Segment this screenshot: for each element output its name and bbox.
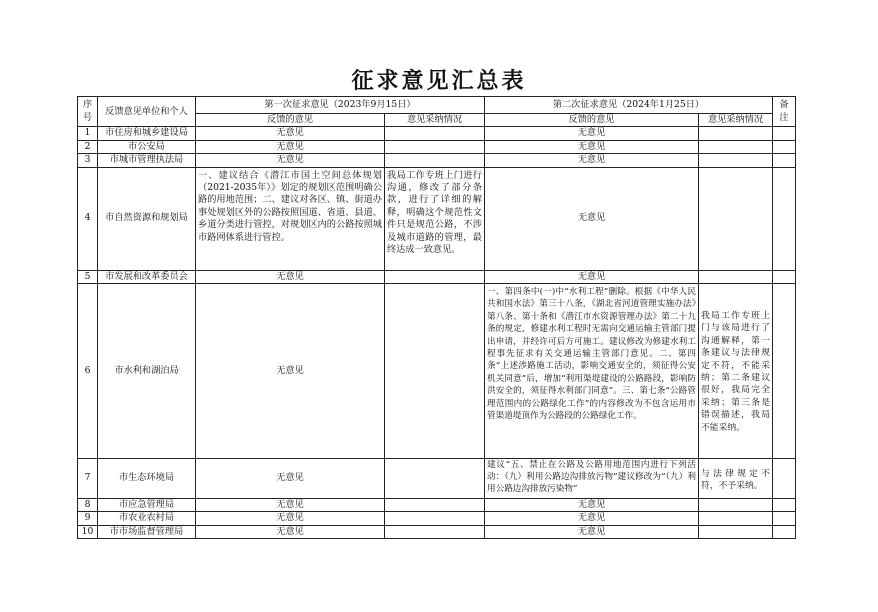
row-number: 3 bbox=[78, 154, 98, 167]
row-number: 4 bbox=[78, 167, 98, 270]
round1-adoption bbox=[385, 154, 485, 167]
unit-name: 市发展和改革委员会 bbox=[98, 270, 196, 283]
notes-header: 备注 bbox=[773, 97, 796, 127]
table-row bbox=[78, 284, 796, 459]
notes-cell bbox=[773, 167, 796, 270]
round2-adoption bbox=[699, 154, 773, 167]
round2-header: 第二次征求意见（2024年1月25日） bbox=[485, 97, 773, 114]
row-number: 9 bbox=[78, 512, 98, 525]
round2-feedback: 无意见 bbox=[485, 127, 699, 140]
round2-adoption bbox=[699, 525, 773, 538]
notes-cell bbox=[773, 499, 796, 512]
unit-name: 市住房和城乡建设局 bbox=[98, 127, 196, 140]
table-row bbox=[78, 140, 796, 153]
unit-name: 市农业农村局 bbox=[98, 512, 196, 525]
round2-feedback: 无意见 bbox=[485, 270, 699, 283]
round1-feedback: 一、建议结合《潜江市国土空间总体规划（2021-2035年）》划定的规划区范围明确公路的用地范围；二、建议对各区、镇、街道办事处规划区外的公路按照国道、省道、县道、乡道分类进行管控，对规划区内的公路按照城市路网体系进行管控。 bbox=[196, 167, 385, 270]
row-number: 6 bbox=[78, 284, 98, 459]
table-row bbox=[78, 499, 796, 512]
round2-adoption bbox=[699, 127, 773, 140]
round2-feedback: 一、第四条中(一)中“水利工程”删除。根据《中华人民共和国水法》第三十八条，《湖北省河道管理实施办法》第八条、第十条和《潜江市水资源管理办法》第二十九条的规定，修建水利工程时无需向交通运输主管部门提出申请，并经许可后方可施工。建议修改为修建水利工程事先征求有关交通运输主管部门意见。二、第四条“上述涉路施工活动，影响交通安全的，须征得公安机关同意”后，增加“利用渠堤建设的公路路段，影响防洪安全的，须征得水利部门同意”。三、第七条“公路管理范围内的公路绿化工作”的内容修改为不包含运用市管渠道堤顶作为公路段的公路绿化工作。 bbox=[485, 284, 699, 459]
round1-header: 第一次征求意见（2023年9月15日） bbox=[196, 97, 485, 114]
row-number: 1 bbox=[78, 127, 98, 140]
page-title: 征求意见汇总表 bbox=[351, 69, 527, 94]
row-number: 2 bbox=[78, 140, 98, 153]
table-row bbox=[78, 512, 796, 525]
notes-cell bbox=[773, 127, 796, 140]
round2-adoption bbox=[699, 512, 773, 525]
notes-cell bbox=[773, 512, 796, 525]
notes-cell bbox=[773, 284, 796, 459]
round2-adoption bbox=[699, 140, 773, 153]
round2-feedback-header: 反馈的意见 bbox=[485, 114, 699, 127]
round1-adoption bbox=[385, 512, 485, 525]
unit-name: 市公安局 bbox=[98, 140, 196, 153]
round1-feedback: 无意见 bbox=[196, 140, 385, 153]
unit-name: 市自然资源和规划局 bbox=[98, 167, 196, 270]
table-row bbox=[78, 154, 796, 167]
unit-name: 市水利和湖泊局 bbox=[98, 284, 196, 459]
round1-adoption bbox=[385, 127, 485, 140]
notes-cell bbox=[773, 525, 796, 538]
unit-name: 市城市管理执法局 bbox=[98, 154, 196, 167]
round1-adoption bbox=[385, 459, 485, 499]
round1-feedback-header: 反馈的意见 bbox=[196, 114, 385, 127]
round1-feedback: 无意见 bbox=[196, 525, 385, 538]
round1-adoption-header: 意见采纳情况 bbox=[385, 114, 485, 127]
round1-adoption: 我局工作专班上门进行沟通，修改了部分条款，进行了详细的解释，明确这个规范性文件只是规范公路，不涉及城市道路的管理，最终达成一致意见。 bbox=[385, 167, 485, 270]
round1-adoption bbox=[385, 499, 485, 512]
round1-adoption bbox=[385, 284, 485, 459]
table-row bbox=[78, 167, 796, 270]
unit-name: 市生态环境局 bbox=[98, 459, 196, 499]
round1-adoption bbox=[385, 525, 485, 538]
table-row bbox=[78, 459, 796, 499]
summary-table bbox=[77, 96, 796, 539]
round1-feedback: 无意见 bbox=[196, 459, 385, 499]
round1-feedback: 无意见 bbox=[196, 127, 385, 140]
round2-feedback: 无意见 bbox=[485, 499, 699, 512]
unit-name: 市应急管理局 bbox=[98, 499, 196, 512]
round2-feedback: 无意见 bbox=[485, 154, 699, 167]
round2-feedback: 建议“五、禁止在公路及公路用地范围内进行下列活动：（九）利用公路边沟排放污物”建议修改为“（九）利用公路边沟排放污染物” bbox=[485, 459, 699, 499]
notes-cell bbox=[773, 270, 796, 283]
round1-feedback: 无意见 bbox=[196, 284, 385, 459]
row-number: 5 bbox=[78, 270, 98, 283]
notes-cell bbox=[773, 140, 796, 153]
round1-adoption bbox=[385, 140, 485, 153]
unit-name: 市市场监督管理局 bbox=[98, 525, 196, 538]
row-number: 7 bbox=[78, 459, 98, 499]
row-number: 10 bbox=[78, 525, 98, 538]
round2-feedback: 无意见 bbox=[485, 512, 699, 525]
round2-adoption bbox=[699, 270, 773, 283]
round2-adoption-header: 意见采纳情况 bbox=[699, 114, 773, 127]
row-number: 8 bbox=[78, 499, 98, 512]
table-row bbox=[78, 525, 796, 538]
round2-feedback: 无意见 bbox=[485, 140, 699, 153]
round1-feedback: 无意见 bbox=[196, 499, 385, 512]
notes-cell bbox=[773, 154, 796, 167]
round2-adoption: 我局工作专班上门与该局进行了沟通解释，第一条建议与法律规定不符，不能采纳；第二条建议很好，我局完全采纳；第三条是错误描述，我局不能采纳。 bbox=[699, 284, 773, 459]
round2-adoption: 与法律规定不符，不予采纳。 bbox=[699, 459, 773, 499]
notes-cell bbox=[773, 459, 796, 499]
table-row bbox=[78, 270, 796, 283]
round2-adoption bbox=[699, 499, 773, 512]
round2-feedback: 无意见 bbox=[485, 167, 699, 270]
header-row-1 bbox=[78, 97, 796, 114]
seq-header: 序号 bbox=[78, 97, 98, 127]
round1-feedback: 无意见 bbox=[196, 512, 385, 525]
round2-feedback: 无意见 bbox=[485, 525, 699, 538]
round1-feedback: 无意见 bbox=[196, 154, 385, 167]
table-row bbox=[78, 127, 796, 140]
round1-feedback: 无意见 bbox=[196, 270, 385, 283]
unit-header: 反馈意见单位和个人 bbox=[98, 97, 196, 127]
round2-adoption bbox=[699, 167, 773, 270]
round1-adoption bbox=[385, 270, 485, 283]
